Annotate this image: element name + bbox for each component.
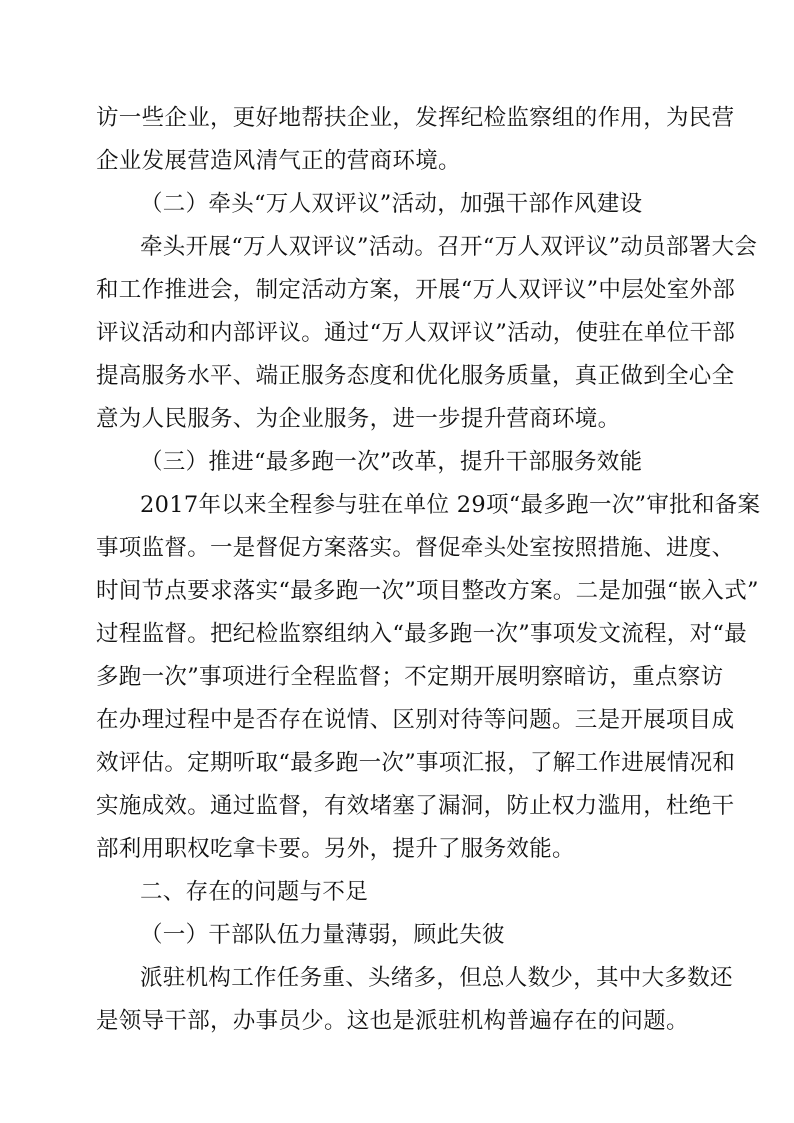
body-text-line: 过程监督。把纪检监察组纳入“最多跑一次”事项发文流程，对“最 bbox=[96, 621, 748, 647]
body-text-line: 在办理过程中是否存在说情、区别对待等问题。三是开展项目成 bbox=[96, 707, 735, 733]
body-text-line: 提高服务水平、端正服务态度和优化服务质量，真正做到全心全 bbox=[96, 363, 735, 389]
chapter-heading: 二、存在的问题与不足 bbox=[140, 879, 369, 905]
body-text-line: 访一些企业，更好地帮扶企业，发挥纪检监察组的作用，为民营 bbox=[96, 105, 735, 131]
section-heading: （二）牵头“万人双评议”活动，加强干部作风建设 bbox=[140, 191, 643, 217]
body-text-line: 部利用职权吃拿卡要。另外，提升了服务效能。 bbox=[96, 836, 575, 862]
section-heading: （三）推进“最多跑一次”改革，提升干部服务效能 bbox=[140, 449, 643, 475]
body-text-line: 是领导干部，办事员少。这也是派驻机构普遍存在的问题。 bbox=[96, 1008, 689, 1034]
body-text-line: 实施成效。通过监督，有效堵塞了漏洞，防止权力滥用，杜绝干 bbox=[96, 793, 735, 819]
body-text-line: 2017年以来全程参与驻在单位 29项“最多跑一次”审批和备案 bbox=[140, 492, 761, 518]
body-text-line: 牵头开展“万人双评议”活动。召开“万人双评议”动员部署大会 bbox=[140, 234, 758, 260]
body-text-line: 企业发展营造风清气正的营商环境。 bbox=[96, 148, 461, 174]
body-text-line: 多跑一次”事项进行全程监督；不定期开展明察暗访，重点察访 bbox=[96, 664, 724, 690]
section-heading: （一）干部队伍力量薄弱，顾此失彼 bbox=[140, 922, 505, 948]
body-text-line: 事项监督。一是督促方案落实。督促牵头处室按照措施、进度、 bbox=[96, 535, 735, 561]
body-text-line: 评议活动和内部评议。通过“万人双评议”活动，使驻在单位干部 bbox=[96, 320, 736, 346]
body-text-line: 时间节点要求落实“最多跑一次”项目整改方案。二是加强“嵌入式” bbox=[96, 578, 759, 604]
body-text-line: 效评估。定期听取“最多跑一次”事项汇报，了解工作进展情况和 bbox=[96, 750, 736, 776]
body-text-line: 派驻机构工作任务重、头绪多，但总人数少，其中大多数还 bbox=[140, 965, 733, 991]
body-text-line: 意为人民服务、为企业服务，进一步提升营商环境。 bbox=[96, 406, 621, 432]
body-text-line: 和工作推进会，制定活动方案，开展“万人双评议”中层处室外部 bbox=[96, 277, 736, 303]
